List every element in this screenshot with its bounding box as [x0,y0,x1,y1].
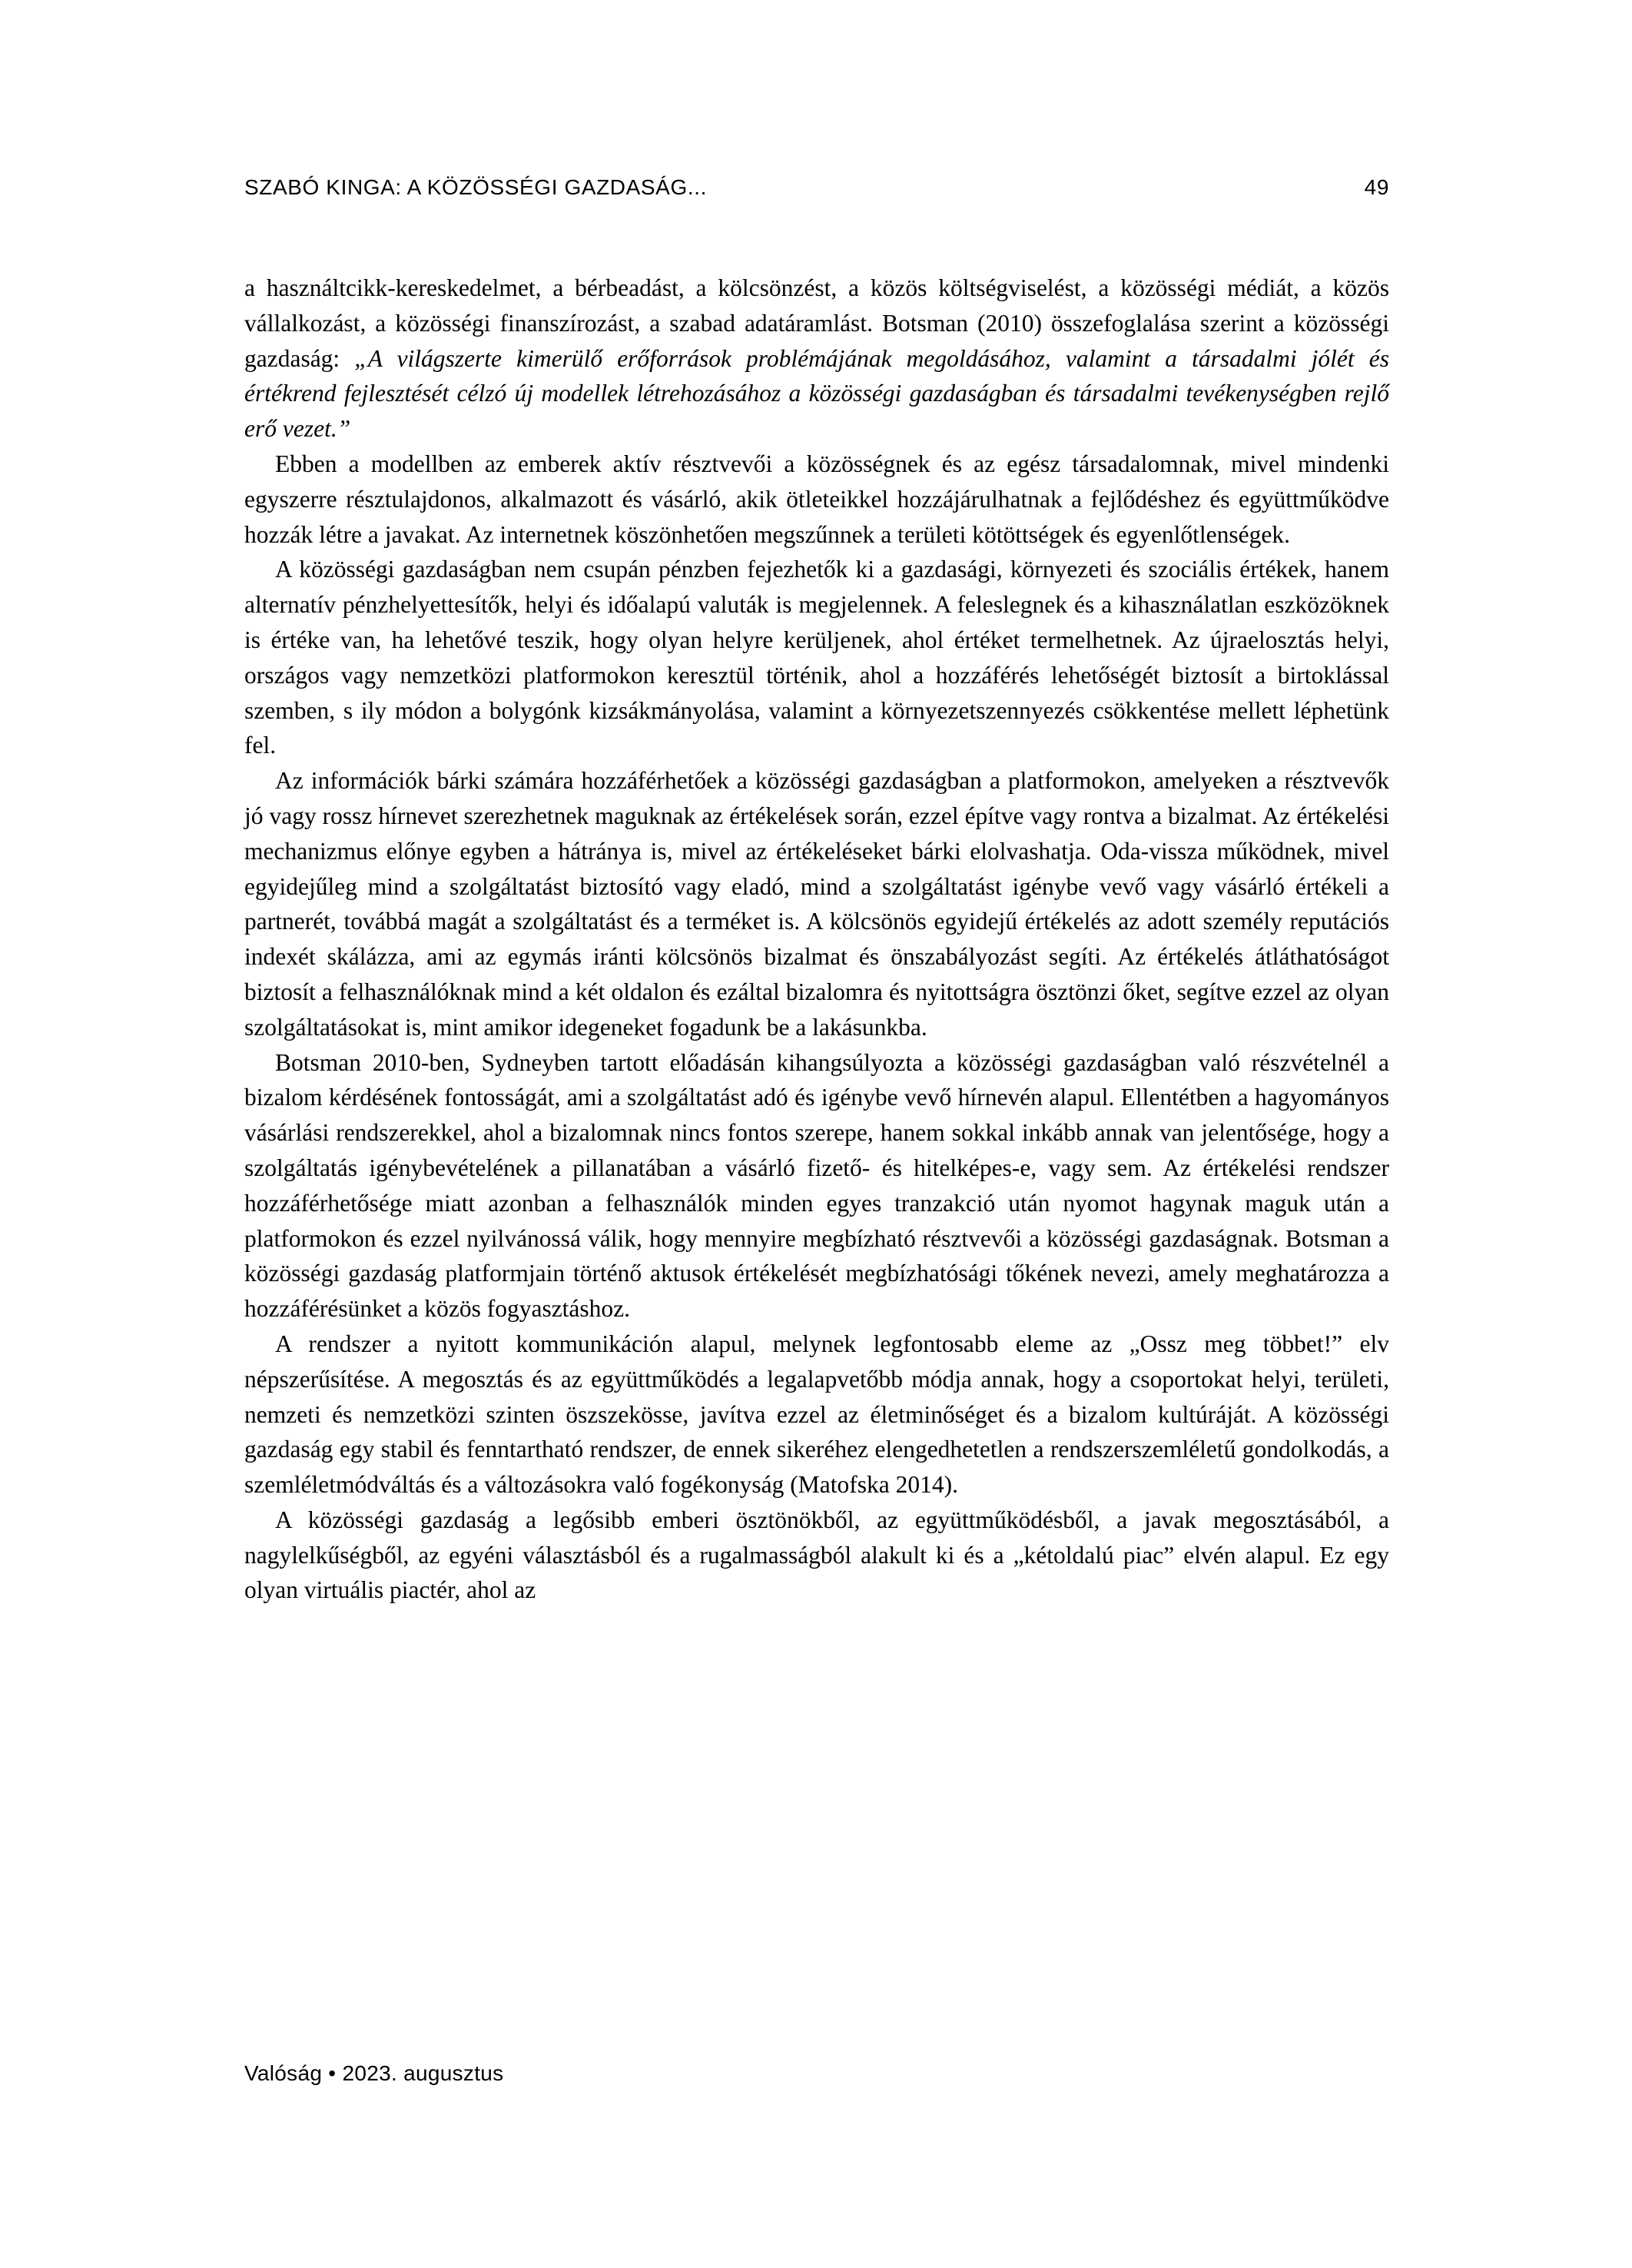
text-run: Az információk bárki számára hozzáférhetőek a közösségi gazdaságban a platformokon, amelyeken a résztvevők jó vagy rossz hírnevet szerezhetnek maguknak az értékelések során, ezzel építve vagy rontva a bizalmat. Az értékelési mechanizmus előnye egyben a hátránya is, mivel az értékeléseket bárki elolvashatja. Oda-vissza működnek, mivel egyidejűleg mind a szolgáltatást biztosító vagy eladó, mind a szolgáltatást igénybe vevő vagy vásárló értékeli a partnerét, továbbá magát a szolgáltatást és a terméket is. A kölcsönös egyidejű értékelés az adott személy reputációs indexét skálázza, ami az egymás iránti kölcsönös bizalmat és önszabályozást segíti. Az értékelés átláthatóságot biztosít a felhasználóknak mind a két oldalon és ezáltal bizalomra és nyitottságra ösztönzi őket, segítve ezzel az olyan szolgáltatásokat is, mint amikor idegeneket fogadunk be a lakásunkba. [244,767,1389,1041]
quote-run: „A világszerte kimerülő erőforrások problémájának megoldásához, valamint a társadalmi jólét és értékrend fejlesztését célzó új modellek létrehozásához a közösségi gazdaságban és társadalmi tevékenységben rejlő erő vezet.” [244,344,1389,443]
paragraph [244,1503,1389,1608]
text-run: Ebben a modellben az emberek aktív résztvevői a közösségnek és az egész társadalomnak, mivel mindenki egyszerre résztulajdonos, alkalmazott és vásárló, akik ötleteikkel hozzájárulhatnak a fejlődéshez és együttműködve hozzák létre a javakat. Az internetnek köszönhetően megszűnnek a területi kötöttségek és egyenlőtlenségek. [244,450,1389,548]
paragraph [244,552,1389,763]
running-head [244,175,1389,200]
running-head-title: SZABÓ KINGA: A KÖZÖSSÉGI GAZDASÁG... [244,175,707,199]
body-text [244,271,1389,1608]
text-run: A közösségi gazdaságban nem csupán pénzben fejezhetők ki a gazdasági, környezeti és szociális értékek, hanem alternatív pénzhelyettesítők, helyi és időalapú valuták is megjelennek. A feleslegnek és a kihasználatlan eszközöknek is értéke van, ha lehetővé teszik, hogy olyan helyre kerüljenek, ahol értéket termelhetnek. Az újraelosztás helyi, országos vagy nemzetközi platformokon keresztül történik, ahol a hozzáférés lehetőségét biztosít a birtoklással szemben, s ily módon a bolygónk kizsákmányolása, valamint a környezetszennyezés csökkentése mellett léphetünk fel. [244,556,1389,759]
text-run: A rendszer a nyitott kommunikáción alapul, melynek legfontosabb eleme az „Ossz meg többet!” elv népszerűsítése. A megosztás és az együttműködés a legalapvetőbb módja annak, hogy a csoportokat helyi, területi, nemzeti és nemzetközi szinten öszszekösse, javítva ezzel az életminőséget és a bizalom kultúráját. A közösségi gazdaság egy stabil és fenntartható rendszer, de ennek sikeréhez elengedhetetlen a rendszerszemléletű gondolkodás, a szemléletmódváltás és a változásokra való fogékonyság (Matofska 2014). [244,1330,1389,1499]
page-footer: Valóság • 2023. augusztus [244,2061,504,2085]
paragraph [244,1327,1389,1503]
paragraph [244,763,1389,1044]
paragraph [244,271,1389,447]
text-run: a használtcikk-kereskedelmet, a bérbeadást, a kölcsönzést, a közös költségviselést, a közösségi médiát, a közös vállalkozást, a közösségi finanszírozást, a szabad adatáramlást. Botsman (2010) összefoglalása szerint a közösségi gazdaság: [244,274,1389,372]
page-number: 49 [1364,175,1389,199]
paragraph [244,447,1389,552]
page-content [244,175,1389,1608]
text-run: Botsman 2010-ben, Sydneyben tartott előadásán kihangsúlyozta a közösségi gazdaságban való részvételnél a bizalom kérdésének fontosságát, ami a szolgáltatást adó és igénybe vevő hírnevén alapul. Ellentétben a hagyományos vásárlási rendszerekkel, ahol a bizalomnak nincs fontos szerepe, hanem sokkal inkább annak van jelentősége, hogy a szolgáltatás igénybevételének a pillanatában a vásárló fizető- és hitelképes-e, vagy sem. Az értékelési rendszer hozzáférhetősége miatt azonban a felhasználók minden egyes tranzakció után nyomot hagynak maguk után a platformokon és ezzel nyilvánossá válik, hogy mennyire megbízható résztvevői a közösségi gazdaságnak. Botsman a közösségi gazdaság platformjain történő aktusok értékelését megbízhatósági tőkének nevezi, amely meghatározza a hozzáférésünket a közös fogyasztáshoz. [244,1048,1389,1323]
text-run: A közösségi gazdaság a legősibb emberi ösztönökből, az együttműködésből, a javak megosztásából, a nagylelkűségből, az egyéni választásból és a rugalmasságból alakult ki és a „kétoldalú piac” elvén alapul. Ez egy olyan virtuális piactér, ahol az [244,1506,1389,1604]
paragraph [244,1045,1389,1327]
